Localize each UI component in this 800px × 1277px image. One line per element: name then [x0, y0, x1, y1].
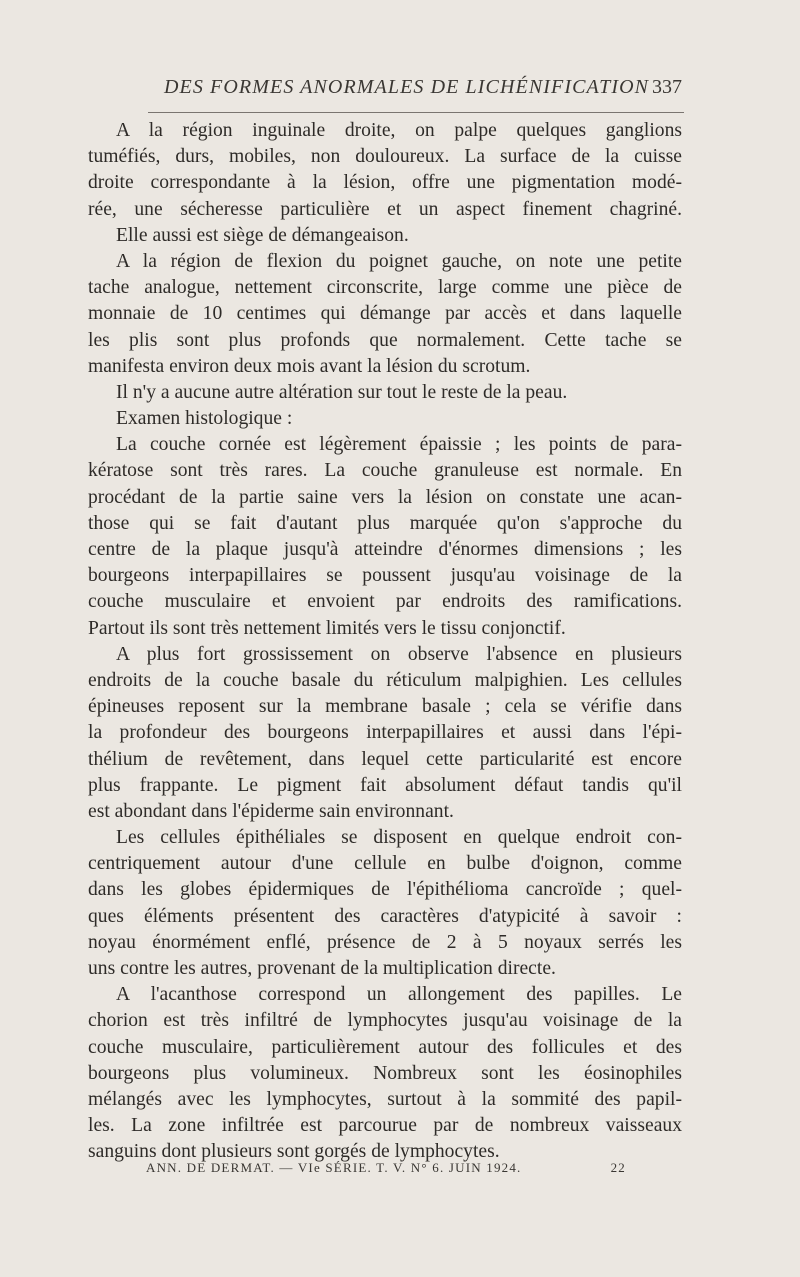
text-line: Elle aussi est siège de démangeaison. [116, 224, 409, 246]
text-line: monnaie de 10 centimes qui démange par accès et dans laquelle [88, 303, 682, 325]
text-line: Les cellules épithéliales se disposent en quelque endroit con- [116, 827, 682, 849]
text-line: couche musculaire, particulièrement autour des follicules et des [88, 1036, 682, 1058]
body-text [88, 118, 682, 1166]
text-line: centre de la plaque jusqu'à atteindre d'énormes dimensions ; les [88, 539, 682, 560]
text-line: endroits de la couche basale du réticulum malpighien. Les cellules [88, 669, 682, 691]
text-line: thélium de revêtement, dans lequel cette particularité est encore [88, 748, 682, 770]
text-line: la profondeur des bourgeons interpapillaires et aussi dans l'épi- [88, 722, 682, 744]
text-line: épineuses reposent sur la membrane basale ; cela se vérifie dans [88, 696, 682, 718]
text-line: A la région de flexion du poignet gauche, on note une petite [116, 250, 682, 272]
header-rule [148, 112, 684, 113]
text-line: A l'acanthose correspond un allongement des papilles. Le [116, 984, 682, 1006]
text-line: those qui se fait d'autant plus marquée qu'on s'approche du [88, 512, 682, 534]
text-line: chorion est très infiltré de lymphocytes jusqu'au voisinage de la [88, 1010, 682, 1032]
signature-mark: 22 [610, 1160, 626, 1175]
text-line: bourgeons interpapillaires se poussent jusqu'au voisinage de la [88, 565, 682, 587]
text-line: sanguins dont plusieurs sont gorgés de lymphocytes. [88, 1141, 500, 1163]
text-line: bourgeons plus volumineux. Nombreux sont les éosinophiles [88, 1062, 682, 1084]
page-number: 337 [652, 76, 682, 98]
text-line: A la région inguinale droite, on palpe quelques ganglions [116, 120, 682, 141]
text-line: kératose sont très rares. La couche granuleuse est normale. En [88, 460, 682, 482]
text-line: tache analogue, nettement circonscrite, large comme une pièce de [88, 277, 682, 299]
text-line: les. La zone infiltrée est parcourue par de nombreux vaisseaux [88, 1115, 682, 1137]
text-line: A plus fort grossissement on observe l'absence en plusieurs [116, 643, 682, 665]
text-line: manifesta environ deux mois avant la lésion du scrotum. [88, 355, 531, 377]
text-line: Examen histologique : [116, 408, 293, 430]
text-line: Partout ils sont très nettement limités vers le tissu conjonctif. [88, 617, 566, 639]
journal-citation: ANN. DE DERMAT. — VIe SÉRIE. T. V. N° 6. JUIN 1924. [146, 1160, 522, 1175]
text-line: rée, une sécheresse particulière et un aspect finement chagriné. [88, 198, 682, 220]
text-line: couche musculaire et envoient par endroits des ramifications. [88, 591, 682, 613]
text-line: Il n'y a aucune autre altération sur tout le reste de la peau. [116, 381, 568, 403]
text-line: procédant de la partie saine vers la lésion on constate une acan- [88, 486, 682, 508]
text-line: uns contre les autres, provenant de la multiplication directe. [88, 958, 556, 979]
footer [146, 1160, 626, 1180]
text-line: centriquement autour d'une cellule en bulbe d'oignon, comme [88, 853, 682, 875]
text-line: dans les globes épidermiques de l'épithélioma cancroïde ; quel- [88, 879, 682, 901]
text-line: est abondant dans l'épiderme sain environnant. [88, 800, 454, 822]
running-title: DES FORMES ANORMALES DE LICHÉNIFICATION [164, 76, 650, 98]
text-line: tuméfiés, durs, mobiles, non douloureux. La surface de la cuisse [88, 146, 682, 168]
text-line: La couche cornée est légèrement épaissie ; les points de para- [116, 434, 682, 456]
text-line: plus frappante. Le pigment fait absolument défaut tandis qu'il [88, 774, 682, 796]
text-line: ques éléments présentent des caractères d'atypicité à savoir : [88, 905, 682, 927]
text-line: les plis sont plus profonds que normalement. Cette tache se [88, 329, 682, 351]
text-line: noyau énormément enflé, présence de 2 à 5 noyaux serrés les [88, 931, 682, 953]
text-line: droite correspondante à la lésion, offre une pigmentation modé- [88, 172, 682, 194]
running-header [150, 76, 682, 106]
text-line: mélangés avec les lymphocytes, surtout à la sommité des papil- [88, 1088, 682, 1110]
